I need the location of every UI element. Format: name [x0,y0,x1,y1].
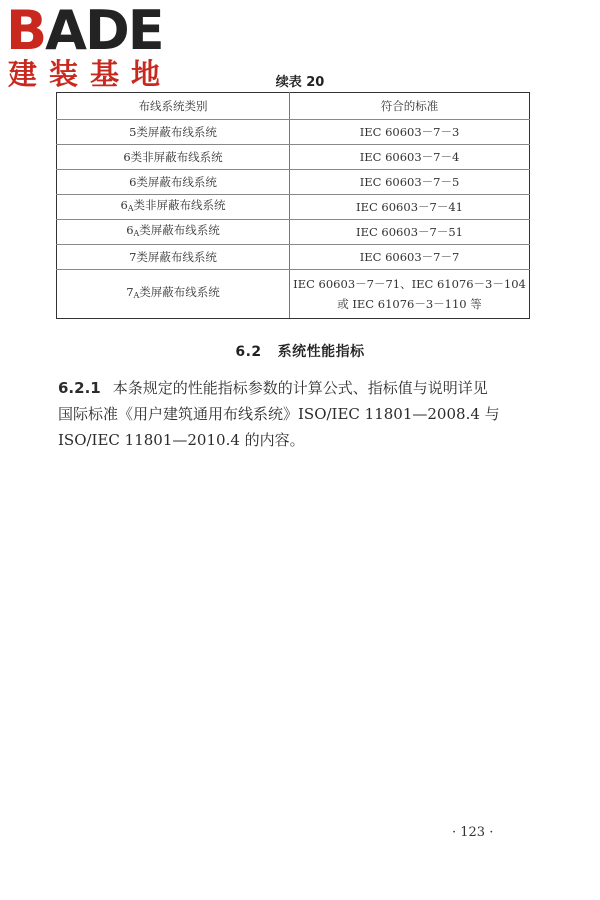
table-row [57,145,530,170]
paragraph-line [58,375,544,401]
category-prefix: 5 [129,124,137,139]
category-subscript: A [133,229,140,238]
table-row [57,220,530,245]
standard-cell: IEC 60603－7－3 [290,120,530,145]
category-text: 类屏蔽布线系统 [139,285,220,299]
category-cell [57,220,290,245]
paragraph-line: ISO/IEC 11801—2010.4 的内容。 [58,431,305,449]
category-text: 类屏蔽布线系统 [136,249,217,264]
category-text: 类非屏蔽布线系统 [130,149,223,164]
standard-line: 或 IEC 61076－3－110 等 [337,297,482,311]
section-heading [0,341,600,361]
clause-paragraph [58,375,544,453]
standard-cell: IEC 60603－7－51 [290,220,530,245]
table-row [57,195,530,220]
standard-cell: IEC 60603－7－7 [290,245,530,270]
category-cell [57,195,290,220]
category-prefix: 6 [123,149,131,164]
header-category: 布线系统类别 [57,93,290,120]
logo-subtitle: 建装基地 [8,57,173,91]
logo-letter-b: B [6,0,46,62]
clause-number: 6.2.1 [58,379,101,397]
header-standard: 符合的标准 [290,93,530,120]
section-title: 系统性能指标 [277,344,365,360]
standard-cell: IEC 60603－7－41 [290,195,530,220]
category-cell [57,145,290,170]
standard-line: IEC 60603－7－71、IEC 61076－3－104 [293,277,526,291]
table-title: 续表 20 [275,75,325,90]
paragraph-text: 本条规定的性能指标参数的计算公式、指标值与说明详见 [112,379,488,397]
logo-wordmark [6,0,163,62]
category-cell [57,120,290,145]
logo-letters-ade: ADE [45,0,163,62]
category-prefix: 7 [129,249,137,264]
paragraph-line: 国际标准《用户建筑通用布线系统》ISO/IEC 11801—2008.4 与 [58,405,500,423]
standards-table [56,92,530,319]
page-number: · 123 · [452,825,494,840]
standard-cell [290,270,530,319]
category-prefix: 7 [126,285,134,299]
category-cell [57,270,290,319]
category-prefix: 6 [129,174,137,189]
category-subscript: A [133,291,140,300]
category-prefix: 6 [126,223,134,237]
table-row [57,245,530,270]
table-row [57,120,530,145]
category-text: 类非屏蔽布线系统 [133,198,226,212]
table-header-row [57,93,530,120]
category-subscript: A [127,204,134,213]
category-text: 类屏蔽布线系统 [136,124,217,139]
table-row [57,270,530,319]
table-row [57,170,530,195]
section-number: 6.2 [235,344,262,360]
standard-cell: IEC 60603－7－5 [290,170,530,195]
category-prefix: 6 [120,198,128,212]
category-text: 类屏蔽布线系统 [136,174,217,189]
category-cell [57,170,290,195]
category-cell [57,245,290,270]
standard-cell: IEC 60603－7－4 [290,145,530,170]
category-text: 类屏蔽布线系统 [139,223,220,237]
